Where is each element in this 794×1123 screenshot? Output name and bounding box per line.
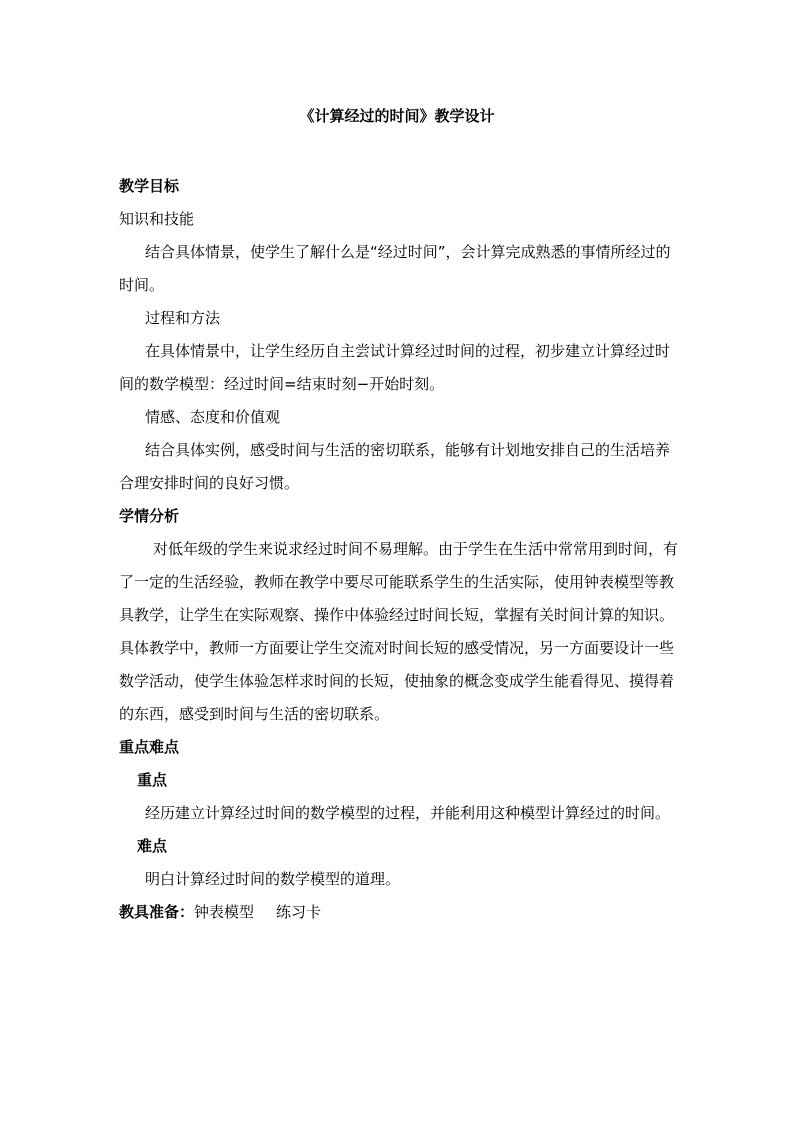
teaching-aid-item: 钟表模型 bbox=[194, 903, 255, 921]
document-title: 《计算经过的时间》教学设计 bbox=[299, 107, 495, 125]
key-point-text: 经历建立计算经过时间的数学模型的过程，并能利用这种模型计算经过的时间。 bbox=[145, 804, 671, 822]
knowledge-label: 知识和技能 bbox=[119, 210, 195, 228]
teaching-aid-item: 练习卡 bbox=[276, 903, 322, 921]
key-point-label: 重点 bbox=[137, 771, 168, 789]
emotion-text: 结合具体实例，感受时间与生活的密切联系，能够有计划地安排自己的生活培养合理安排时间的良好习惯。 bbox=[119, 441, 671, 492]
analysis-heading: 学情分析 bbox=[119, 507, 180, 525]
process-text: 在具体情景中，让学生经历自主尝试计算经过时间的过程，初步建立计算经过时间的数学模型：经过时间=结束时刻−开始时刻。 bbox=[119, 342, 671, 393]
knowledge-text: 结合具体情景，使学生了解什么是“经过时间”，会计算完成熟悉的事情所经过的时间。 bbox=[119, 243, 671, 294]
document-body bbox=[119, 170, 681, 929]
difficult-point-text: 明白计算经过时间的数学模型的道理。 bbox=[145, 870, 401, 888]
analysis-text: 对低年级的学生来说求经过时间不易理解。由于学生在生活中常常用到时间，有了一定的生活经验，教师在教学中要尽可能联系学生的生活实际，使用钟表模型等教具教学，让学生在实际观察、操作中体验经过时间长短，掌握有关时间计算的知识。具体教学中，教师一方面要让学生交流对时间长短的感受情况，另一方面要设计一些数学活动，使学生体验怎样求时间的长短，使抽象的概念变成学生能看得见、摸得着的东西，感受到时间与生活的密切联系。 bbox=[119, 540, 679, 723]
process-label: 过程和方法 bbox=[145, 309, 221, 327]
teaching-aids-label: 教具准备： bbox=[119, 903, 195, 921]
objectives-heading: 教学目标 bbox=[119, 177, 180, 195]
emotion-label: 情感、态度和价值观 bbox=[145, 408, 281, 426]
difficult-point-label: 难点 bbox=[137, 837, 168, 855]
focus-heading: 重点难点 bbox=[119, 738, 180, 756]
teaching-aids-line bbox=[119, 896, 681, 929]
